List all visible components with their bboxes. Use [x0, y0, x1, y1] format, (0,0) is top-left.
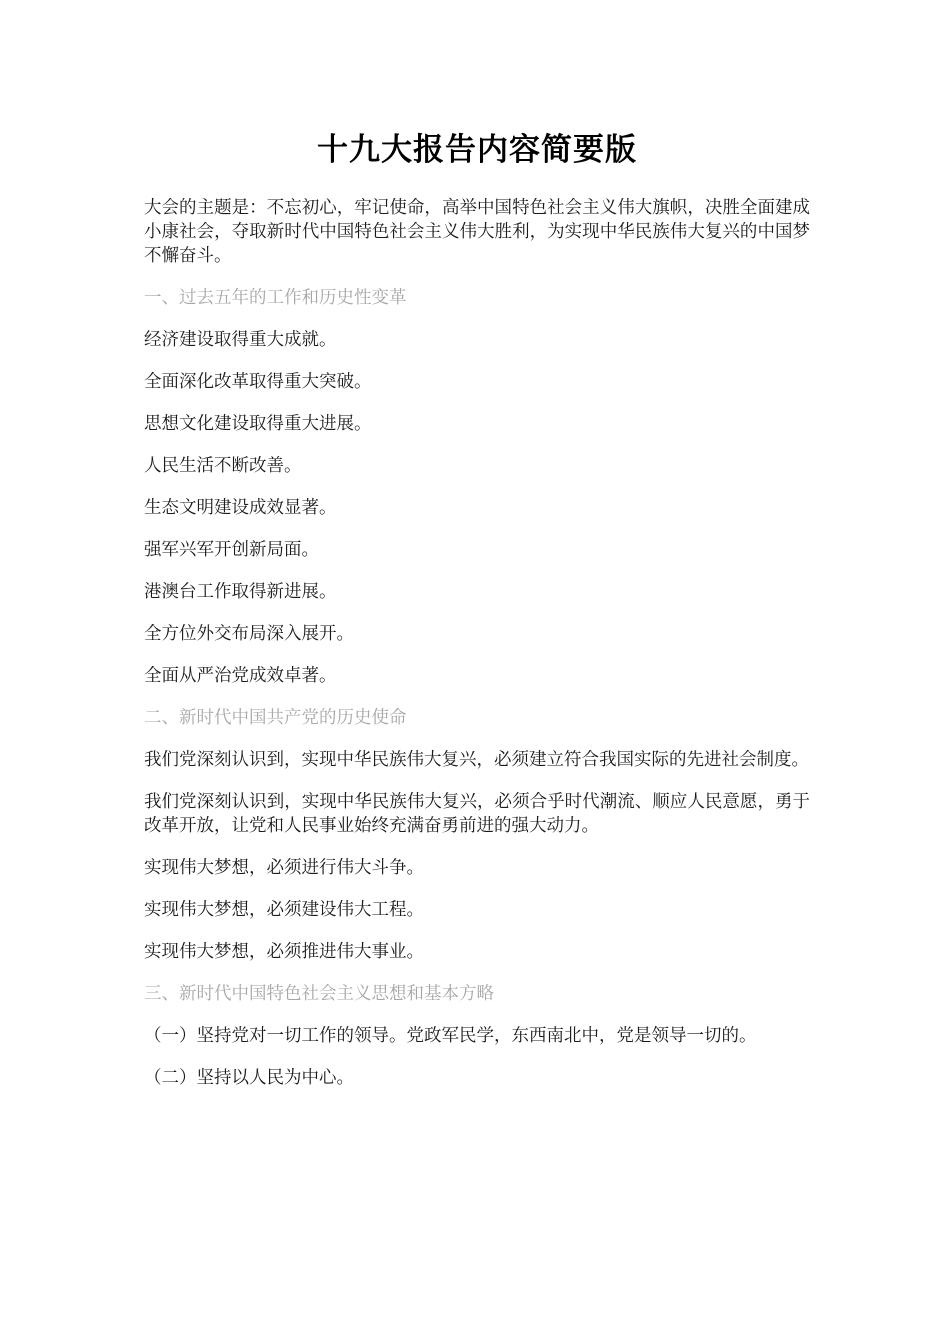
paragraph: 全面从严治党成效卓著。: [144, 666, 337, 686]
paragraph: 实现伟大梦想，必须建设伟大工程。: [144, 900, 424, 920]
paragraph: （二）坚持以人民为中心。: [144, 1068, 354, 1088]
section-heading: 一、过去五年的工作和历史性变革: [144, 288, 407, 308]
paragraph: 人民生活不断改善。: [144, 456, 302, 476]
paragraph: 全面深化改革取得重大突破。: [144, 372, 372, 392]
paragraph: 经济建设取得重大成就。: [144, 330, 337, 350]
paragraph: 生态文明建设成效显著。: [144, 498, 337, 518]
paragraph: （一）坚持党对一切工作的领导。党政军民学，东西南北中，党是领导一切的。: [144, 1026, 757, 1046]
section-2: [144, 706, 810, 964]
paragraph: 我们党深刻认识到，实现中华民族伟大复兴，必须建立符合我国实际的先进社会制度。: [144, 750, 809, 770]
paragraph: 思想文化建设取得重大进展。: [144, 414, 372, 434]
document-title: 十九大报告内容简要版: [317, 132, 637, 168]
document-body: [144, 128, 810, 1108]
intro-paragraph: 大会的主题是：不忘初心，牢记使命，高举中国特色社会主义伟大旗帜，决胜全面建成小康社会，夺取新时代中国特色社会主义伟大胜利，为实现中华民族伟大复兴的中国梦不懈奋斗。: [144, 198, 810, 266]
paragraph: 实现伟大梦想，必须推进伟大事业。: [144, 942, 424, 962]
paragraph: 全方位外交布局深入展开。: [144, 624, 354, 644]
paragraph: 实现伟大梦想，必须进行伟大斗争。: [144, 858, 424, 878]
section-heading: 二、新时代中国共产党的历史使命: [144, 708, 407, 728]
paragraph: 我们党深刻认识到，实现中华民族伟大复兴，必须合乎时代潮流、顺应人民意愿，勇于改革开放，让党和人民事业始终充满奋勇前进的强大动力。: [144, 792, 810, 836]
paragraph: 港澳台工作取得新进展。: [144, 582, 337, 602]
section-heading: 三、新时代中国特色社会主义思想和基本方略: [144, 984, 494, 1004]
section-1: [144, 286, 810, 688]
paragraph: 强军兴军开创新局面。: [144, 540, 319, 560]
section-3: [144, 982, 810, 1090]
